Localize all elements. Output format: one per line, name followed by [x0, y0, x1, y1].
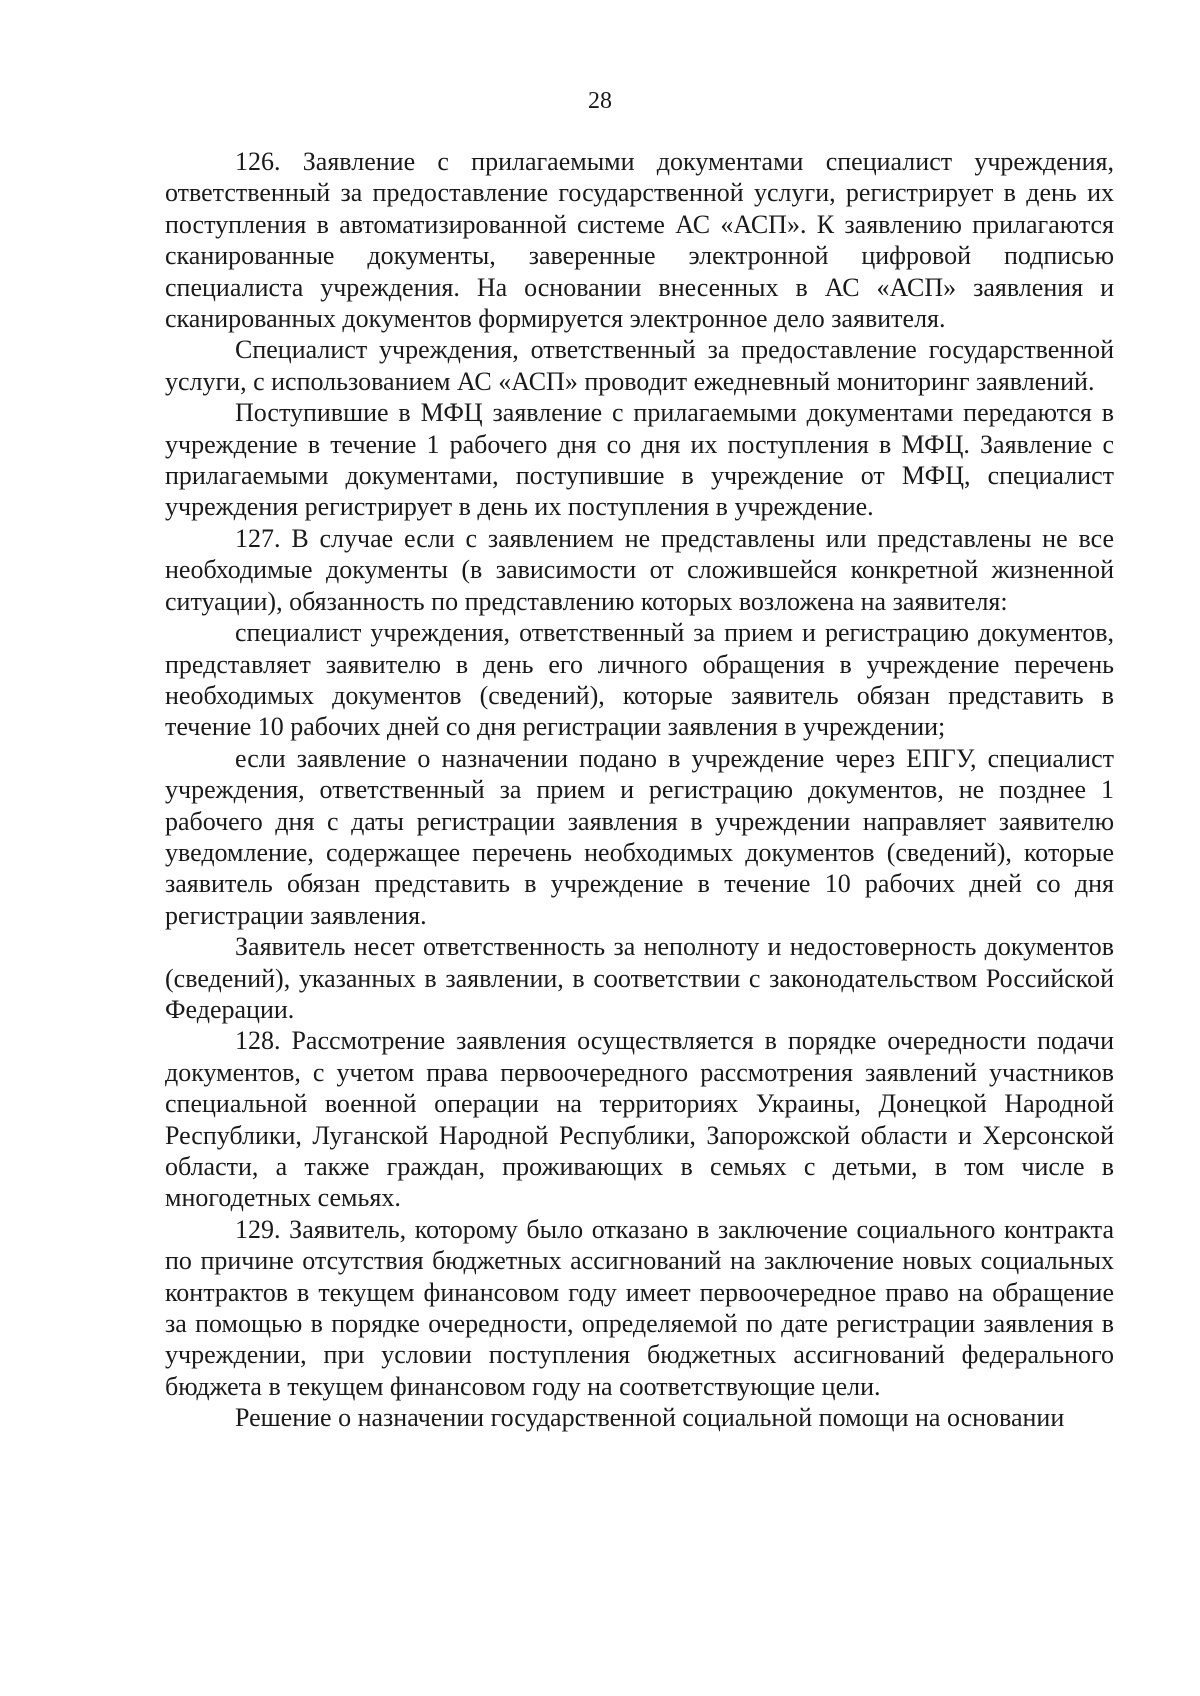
paragraph-mfc-transfer: Поступившие в МФЦ заявление с прилагаемыми документами передаются в учреждение в течение 1 рабочего дня со дня их поступления в МФЦ. Заявление с прилагаемыми документами, поступившие в учреждение от МФЦ, специалист учреждения регистрирует в день их поступления в учреждение.: [165, 398, 1114, 522]
paragraph-129-priority-right: 129. Заявитель, которому было отказано в заключение социального контракта по причине отсутствия бюджетных ассигнований на заключение новых социальных контрактов в текущем финансовом году имеет первоочередное право на обращение за помощью в порядке очередности, определяемой по дате регистрации заявления в учреждении, при условии поступления бюджетных ассигнований федерального бюджета в текущем финансовом году на соответствующие цели.: [165, 1214, 1114, 1401]
paragraph-127-missing-documents: 127. В случае если с заявлением не представлены или представлены не все необходимые документы (в зависимости от сложившейся конкретной жизненной ситуации), обязанность по представлению которых возложена на заявителя:: [165, 523, 1114, 616]
paragraph-128-review-order: 128. Рассмотрение заявления осуществляется в порядке очередности подачи документов, с учетом права первоочередного рассмотрения заявлений участников специальной военной операции на территориях Украины, Донецкой Народной Республики, Луганской Народной Республики, Запорожской области и Херсонской области, а также граждан, проживающих в семьях с детьми, в том числе в многодетных семьях.: [165, 1026, 1114, 1213]
page-number: 28: [588, 88, 612, 114]
paragraph-epgu-notice: если заявление о назначении подано в учреждение через ЕПГУ, специалист учреждения, ответственный за прием и регистрацию документов, не позднее 1 рабочего дня с даты регистрации заявления в учреждении направляет заявителю уведомление, содержащее перечень необходимых документов (сведений), которые заявитель обязан представить в учреждение в течение 10 рабочих дней со дня регистрации заявления.: [165, 743, 1114, 930]
paragraph-personal-visit: специалист учреждения, ответственный за прием и регистрацию документов, представляет заявителю в день его личного обращения в учреждение перечень необходимых документов (сведений), которые заявитель обязан представить в течение 10 рабочих дней со дня регистрации заявления в учреждении;: [165, 618, 1114, 742]
paragraph-decision: Решение о назначении государственной социальной помощи на основании: [235, 1403, 1065, 1433]
paragraph-applicant-responsibility: Заявитель несет ответственность за неполноту и недостоверность документов (сведений), указанных в заявлении, в соответствии с законодательством Российской Федерации.: [165, 932, 1114, 1024]
paragraph-126-registration: 126. Заявление с прилагаемыми документами специалист учреждения, ответственный за предоставление государственной услуги, регистрирует в день их поступления в автоматизированной системе АС «АСП». К заявлению прилагаются сканированные документы, заверенные электронной цифровой подписью специалиста учреждения. На основании внесенных в АС «АСП» заявления и сканированных документов формируется электронное дело заявителя.: [165, 147, 1114, 334]
paragraph-monitoring: Специалист учреждения, ответственный за предоставление государственной услуги, с использованием АС «АСП» проводит ежедневный мониторинг заявлений.: [165, 335, 1114, 396]
document-body: [165, 146, 1114, 1434]
